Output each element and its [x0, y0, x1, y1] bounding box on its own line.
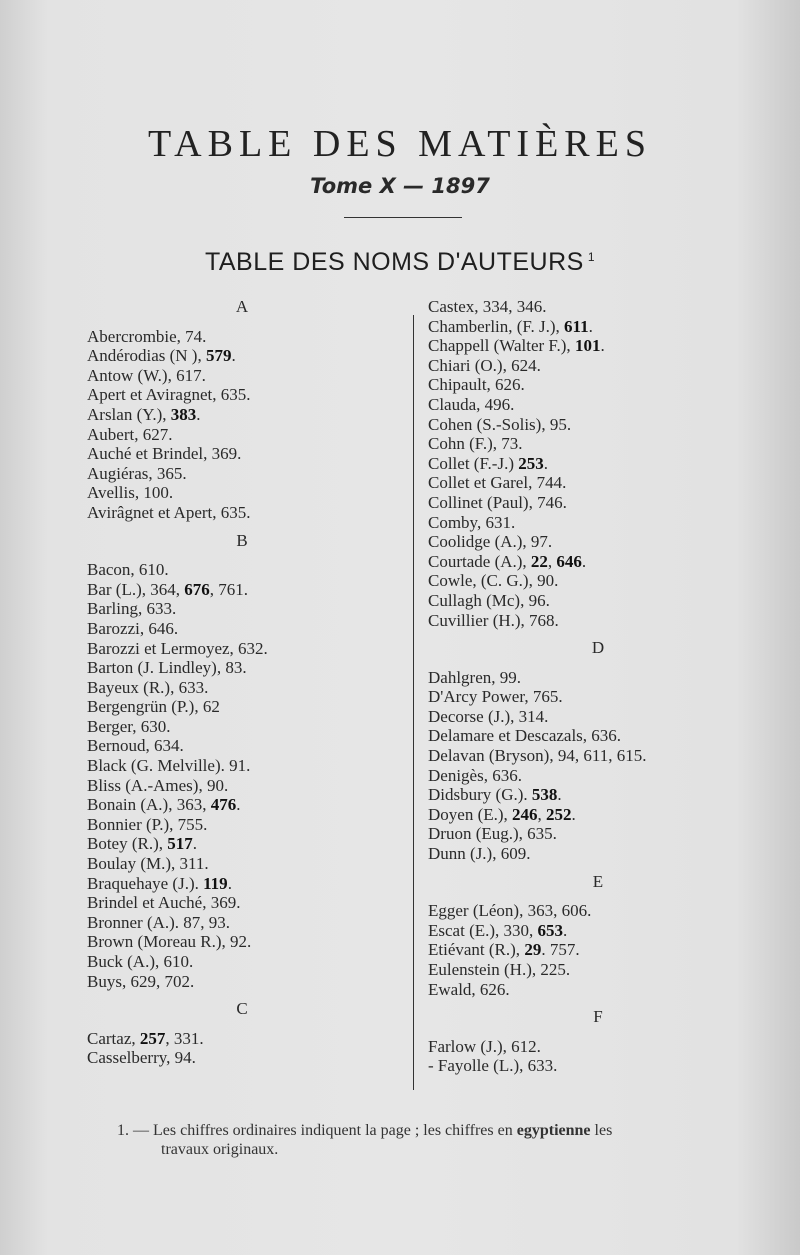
author-entry [87, 815, 397, 835]
author-entry [428, 297, 768, 317]
entry-text: Cohen (S.-Solis), 95. [428, 414, 572, 434]
entry-text: Chappell (Walter F.), [428, 336, 575, 356]
entry-text: Escat (E.), 330, [428, 920, 538, 940]
author-entry [428, 395, 768, 415]
author-entry [428, 844, 768, 864]
entry-text: Braquehaye (J.). [87, 873, 204, 893]
author-entry [428, 805, 768, 825]
entry-text: - Fayolle (L.), 633. [428, 1056, 558, 1076]
author-entry [87, 405, 397, 425]
entry-text: Delavan (Bryson), 94, 611, 615. [428, 746, 647, 766]
entry-text: Antow (W.), 617. [87, 365, 206, 385]
entry-text: . [557, 785, 562, 805]
entry-text: , [547, 551, 557, 571]
author-entry [87, 1029, 397, 1049]
author-entry [428, 415, 768, 435]
author-entry [87, 639, 397, 659]
entry-text: Brown (Moreau R.), 92. [87, 932, 252, 952]
entry-text: Brindel et Auché, 369. [87, 893, 241, 913]
page-ref-original: 476 [210, 795, 237, 815]
entry-text: Bar (L.), 364, [87, 579, 185, 599]
entry-text: Delamare et Descazals, 636. [428, 726, 622, 746]
section-title [0, 248, 800, 277]
footnote-text-end: les [590, 1122, 613, 1139]
author-entry [428, 473, 768, 493]
author-entry [87, 599, 397, 619]
author-entry [428, 571, 768, 591]
author-entry [87, 483, 397, 503]
entry-text: Chamberlin, (F. J.), [428, 316, 565, 336]
footnote [117, 1121, 757, 1159]
author-entry [428, 921, 768, 941]
entry-text: Apert et Aviragnet, 635. [87, 385, 251, 405]
entry-text: Cowle, (C. G.), 90. [428, 571, 559, 591]
entry-text: Casselberry, 94. [87, 1048, 196, 1068]
entry-text: . [600, 336, 605, 356]
entry-text: Chipault, 626. [428, 375, 525, 395]
author-entry [87, 678, 397, 698]
author-entry [87, 834, 397, 854]
entry-text: Augiéras, 365. [87, 463, 187, 483]
footnote-bold: egyptienne [516, 1122, 591, 1139]
author-entry [428, 434, 768, 454]
page-ref-original: 676 [184, 579, 210, 599]
author-entry [428, 532, 768, 552]
entry-text: Bonain (A.), 363, [87, 795, 211, 815]
entry-text: Bliss (A.-Ames), 90. [87, 775, 229, 795]
entry-text: , 331. [165, 1028, 204, 1048]
author-entry [428, 980, 768, 1000]
author-entry [87, 327, 397, 347]
entry-text: Comby, 631. [428, 512, 516, 532]
entry-text: Chiari (O.), 624. [428, 355, 541, 375]
author-entry [428, 611, 768, 631]
page-ref-original: 646 [556, 551, 582, 571]
author-entry [87, 756, 397, 776]
author-entry [428, 493, 768, 513]
author-entry [87, 697, 397, 717]
entry-text: Buys, 629, 702. [87, 971, 195, 991]
entry-text: . [196, 404, 201, 424]
author-entry [87, 560, 397, 580]
page-ref-original: 611 [564, 316, 589, 336]
right-column [428, 297, 768, 1076]
entry-text: Denigès, 636. [428, 765, 522, 785]
author-entry [87, 893, 397, 913]
entry-text: Dunn (J.), 609. [428, 844, 531, 864]
page-ref-original: 29 [524, 940, 542, 960]
title-rule [344, 217, 462, 218]
entry-text: . [588, 316, 593, 336]
author-entry [428, 785, 768, 805]
author-entry [87, 658, 397, 678]
entry-text: Coolidge (A.), 97. [428, 532, 553, 552]
author-entry [428, 1037, 768, 1057]
entry-text: Cohn (F.), 73. [428, 434, 523, 454]
author-entry [87, 736, 397, 756]
page-ref-original: 538 [531, 785, 558, 805]
author-entry [428, 1056, 768, 1076]
author-entry [87, 503, 397, 523]
author-entry [87, 346, 397, 366]
author-entry [428, 746, 768, 766]
entry-text: Buck (A.), 610. [87, 952, 194, 971]
author-entry [87, 444, 397, 464]
entry-text: Eulenstein (H.), 225. [428, 960, 571, 979]
entry-text: Aubert, 627. [87, 424, 173, 444]
section-letter: A [235, 297, 249, 316]
author-entry [428, 317, 768, 337]
page-ref-original: 253 [518, 453, 544, 473]
entry-text: Cuvillier (H.), 768. [428, 610, 559, 630]
entry-text: Ewald, 626. [428, 979, 510, 999]
page-ref-original: 119 [203, 873, 228, 893]
entry-text: . [231, 346, 236, 366]
entry-text: , [537, 804, 547, 824]
author-entry [87, 425, 397, 445]
author-entry [428, 668, 768, 688]
entry-text: Abercrombie, 74. [87, 326, 207, 346]
entry-text: Courtade (A.), [428, 551, 531, 571]
entry-text: Barling, 633. [87, 599, 177, 619]
entry-text: Auché et Brindel, 369. [87, 444, 242, 464]
author-entry [87, 776, 397, 796]
author-entry [428, 336, 768, 356]
page-ref-original: 22 [530, 551, 548, 571]
section-title-text: TABLE DES NOMS D'AUTEURS [204, 248, 584, 276]
entry-text: Andérodias (N ), [87, 346, 206, 366]
entry-text: , 761. [209, 579, 249, 599]
author-entry [428, 687, 768, 707]
author-entry [428, 940, 768, 960]
author-entry [87, 952, 397, 972]
entry-text: Bayeux (R.), 633. [87, 677, 209, 697]
page-subtitle: Tome X — 1897 [310, 174, 490, 198]
page-title: TABLE DES MATIÈRES [148, 123, 652, 165]
entry-text: Etiévant (R.), [428, 940, 525, 960]
footnote-mark: 1 [587, 249, 596, 264]
page-ref-original: 246 [512, 804, 538, 824]
entry-text: Barozzi, 646. [87, 618, 179, 638]
entry-text: Avellis, 100. [87, 483, 174, 503]
footnote-line-1 [117, 1121, 757, 1140]
author-entry [428, 726, 768, 746]
entry-text: . [192, 834, 198, 854]
page-ref-original: 383 [170, 404, 197, 424]
page-ref-original: 579 [205, 346, 232, 366]
author-entry [87, 972, 397, 992]
author-entry [428, 356, 768, 376]
section-letter: D [591, 638, 605, 658]
footnote-text: 1. — Les chiffres ordinaires indiquent la page ; les chiffres en [117, 1122, 517, 1139]
entry-text: Castex, 334, 346. [428, 297, 547, 316]
author-entry [428, 552, 768, 572]
entry-text: Bronner (A.). 87, 93. [87, 912, 231, 932]
entry-text: Bonnier (P.), 755. [87, 814, 208, 834]
entry-text: . [543, 453, 548, 473]
column-divider [413, 315, 414, 1090]
author-entry [428, 901, 768, 921]
entry-text: Collet et Garel, 744. [428, 473, 567, 493]
author-entry [428, 824, 768, 844]
entry-text: Berger, 630. [87, 716, 171, 736]
author-entry [87, 580, 397, 600]
page-ref-original: 252 [546, 804, 572, 824]
footnote-line-2: travaux originaux. [161, 1141, 279, 1158]
author-entry [87, 464, 397, 484]
entry-text: Collinet (Paul), 746. [428, 492, 567, 512]
author-entry [87, 385, 397, 405]
entry-text: . [571, 804, 576, 824]
author-entry [87, 717, 397, 737]
entry-text: Clauda, 496. [428, 394, 515, 414]
entry-text: Cullagh (Mc), 96. [428, 590, 550, 610]
entry-text: . [581, 551, 587, 571]
entry-text: Bergengrün (P.), 62 [87, 697, 220, 717]
entry-text: Barton (J. Lindley), 83. [87, 658, 247, 678]
author-entry [87, 874, 397, 894]
entry-text: Cartaz, [87, 1028, 140, 1048]
author-entry [428, 960, 768, 980]
entry-text: Decorse (J.), 314. [428, 706, 549, 726]
entry-text: Bacon, 610. [87, 560, 169, 580]
entry-text: Black (G. Melville). 91. [87, 756, 251, 776]
author-entry [87, 366, 397, 386]
entry-text: Didsbury (G.). [428, 785, 532, 805]
entry-text: Arslan (Y.), [87, 404, 171, 424]
entry-text: Dahlgren, 99. [428, 667, 522, 687]
entry-text: Avirâgnet et Apert, 635. [87, 502, 251, 522]
author-entry [87, 932, 397, 952]
section-letter: F [593, 1007, 603, 1027]
entry-text: Bernoud, 634. [87, 736, 184, 756]
author-entry [428, 375, 768, 395]
entry-text: Botey (R.), [87, 834, 168, 854]
author-entry [87, 913, 397, 933]
entry-text: Barozzi et Lermoyez, 632. [87, 638, 268, 658]
entry-text: Egger (Léon), 363, 606. [428, 901, 592, 921]
section-letter: E [592, 871, 604, 891]
entry-text: Collet (F.-J.) [428, 453, 519, 473]
entry-text: . [236, 795, 241, 815]
entry-text: D'Arcy Power, 765. [428, 687, 563, 707]
entry-text: . [227, 873, 232, 893]
author-entry [428, 591, 768, 611]
author-entry [87, 619, 397, 639]
entry-text: Doyen (E.), [428, 804, 513, 824]
author-entry [87, 854, 397, 874]
section-letter: C [236, 999, 248, 1019]
author-entry [87, 795, 397, 815]
author-entry [428, 766, 768, 786]
author-entry [428, 454, 768, 474]
entry-text: . [563, 920, 568, 940]
page-ref-original: 653 [537, 920, 564, 940]
author-entry [428, 707, 768, 727]
left-column [87, 297, 397, 1068]
page-ref-original: 257 [139, 1028, 166, 1048]
entry-text: . 757. [541, 940, 580, 960]
page-ref-original: 101 [574, 336, 601, 356]
page-ref-original: 517 [167, 834, 193, 854]
section-letter: B [236, 530, 248, 550]
entry-text: Boulay (M.), 311. [87, 854, 209, 874]
entry-text: Farlow (J.), 612. [428, 1036, 541, 1056]
entry-text: Druon (Eug.), 635. [428, 824, 557, 844]
author-entry [87, 1048, 397, 1068]
author-entry [428, 513, 768, 533]
